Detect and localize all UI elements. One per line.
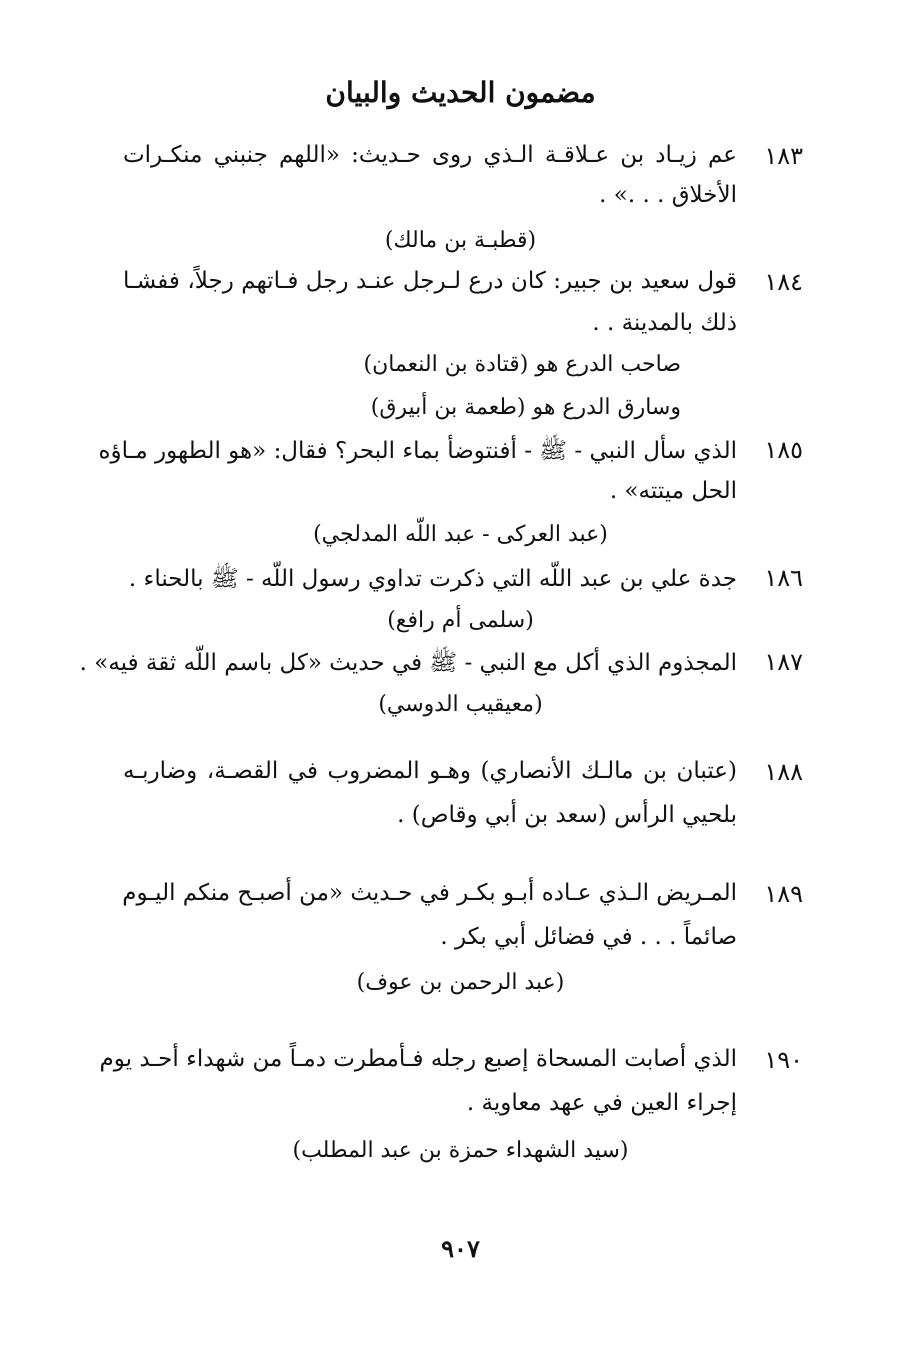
entry-text-line: ذلك بالمدينة . . <box>592 310 737 336</box>
entry-number: ١٨٥ <box>764 436 803 464</box>
entry-answer: (عبد الرحمن بن عوف) <box>356 970 565 995</box>
entry-text-line: الذي أصابت المسحاة إصبع رجله فـأمطرت دمـاً من شهداء أحـد يوم <box>99 1046 737 1072</box>
entry-text-line: قول سعيد بن جبير: كان درع لـرجل عنـد رجل فـاتهم رجلاً، ففشـا <box>123 268 737 294</box>
entry-number: ١٨٧ <box>764 648 803 676</box>
entry-answer: (معيقيب الدوسي) <box>378 692 543 717</box>
entry-text-line: الحل ميتته» . <box>609 478 737 504</box>
entry-number: ١٨٦ <box>764 564 803 592</box>
entry-number: ١٨٩ <box>764 880 803 908</box>
entry-number: ١٨٤ <box>764 268 803 296</box>
entry-text-line: إجراء العين في عهد معاوية . <box>466 1090 737 1116</box>
page-number: ٩٠٧ <box>441 1234 480 1263</box>
entry-text-line: المجذوم الذي أكل مع النبي - ﷺ في حديث «كل باسم اللّه ثقة فيه» . <box>79 650 737 676</box>
entry-text-line: الأخلاق . . .» . <box>599 182 737 208</box>
entry-text-line: الذي سأل النبي - ﷺ - أفنتوضأ بماء البحر؟ فقال: «هو الطهور مـاؤه <box>98 438 737 464</box>
entry-answer: وسارق الدرع هو (طعمة بن أبيرق) <box>370 395 681 420</box>
entry-answer: (سلمى أم رافع) <box>387 608 534 633</box>
entry-text-line: المـريض الـذي عـاده أبـو بكـر في حـديث «من أصبـح منكم اليـوم <box>122 880 737 906</box>
entry-answer: صاحب الدرع هو (قتادة بن النعمان) <box>363 352 681 377</box>
entry-text-line: جدة علي بن عبد اللّه التي ذكرت تداوي رسول اللّه - ﷺ بالحناء . <box>128 566 737 592</box>
entry-number: ١٨٣ <box>764 142 803 170</box>
entry-answer: (قطبـة بن مالك) <box>384 228 537 253</box>
entry-text-line: صائماً . . . في فضائل أبي بكر . <box>440 924 737 950</box>
page-header-title: مضمون الحديث والبيان <box>325 76 596 109</box>
entry-number: ١٩٠ <box>764 1046 803 1074</box>
entry-text-line: بلحيي الرأس (سعد بن أبي وقاص) . <box>397 802 737 828</box>
entry-answer: (عبد العركى - عبد اللّه المدلجي) <box>313 522 608 547</box>
entry-text-line: عم زيـاد بن عـلاقـة الـذي روى حـديث: «اللهم جنبني منكـرات <box>123 142 737 168</box>
entry-text-line: (عتبان بن مالـك الأنصاري) وهـو المضروب في القصـة، وضاربـه <box>123 758 737 784</box>
entry-answer: (سيد الشهداء حمزة بن عبد المطلب) <box>292 1138 629 1163</box>
entry-number: ١٨٨ <box>764 758 803 786</box>
